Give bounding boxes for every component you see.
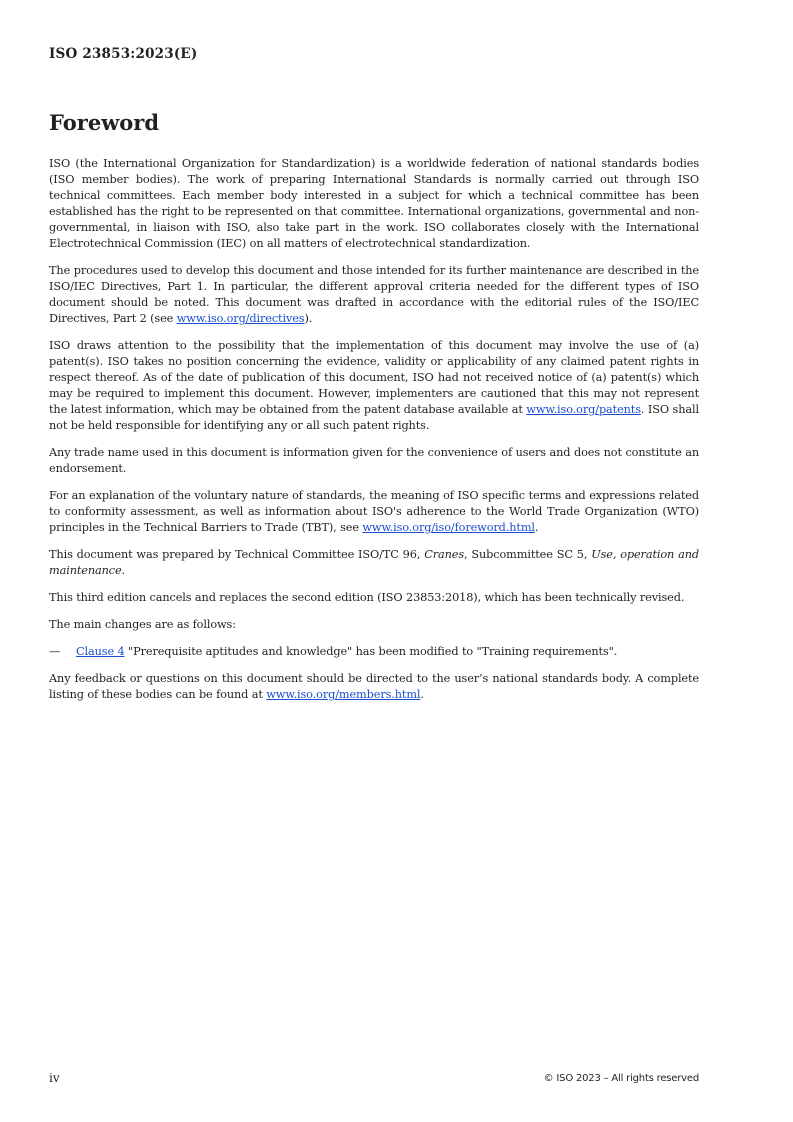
paragraph-text: , Subcommittee SC 5, (464, 548, 592, 561)
directives-link[interactable]: www.iso.org/directives (176, 312, 305, 325)
copyright-notice: © ISO 2023 – All rights reserved (543, 1073, 699, 1084)
paragraph-text: "Prerequisite aptitudes and knowledge" has been modified to "Training requirements". (124, 645, 618, 658)
paragraph-trade-name (49, 445, 699, 477)
paragraph-iso-intro (49, 156, 699, 252)
list-item (49, 644, 699, 660)
paragraph-text: This document was prepared by Technical Committee ISO/TC 96, (49, 548, 425, 561)
paragraph-patents (49, 338, 699, 434)
paragraph-text: . (534, 521, 539, 534)
paragraph-text: For an explanation of the voluntary nature of standards, the meaning of ISO specific terms and expressions related to conformity assessment, as well as information about ISO's adherence to the World Trade Organization (WTO) principles in the Technical Barriers to Trade (TBT), see (49, 489, 699, 534)
paragraph-text: . (121, 564, 126, 577)
document-page (49, 0, 699, 1122)
subcommittee-title: Use, operation and maintenance (49, 548, 699, 577)
clause-4-link[interactable]: Clause 4 (76, 645, 125, 658)
paragraph-text: ISO draws attention to the possibility that the implementation of this document may involve the use of (a) patent(s). ISO takes no position concerning the evidence, validity or applicability of any claimed patent rights in respect thereof. As of the date of publication of this document, ISO had not received notice of (a) patent(s) which may be required to implement this document. However, implementers are cautioned that this may not represent the latest information, which may be obtained from the patent database available at (49, 339, 699, 416)
paragraph-main-changes (49, 617, 699, 633)
paragraph-text: . ISO shall not be held responsible for identifying any or all such patent rights. (49, 403, 699, 432)
page-title: Foreword (49, 110, 160, 135)
page-number: iv (49, 1071, 60, 1085)
paragraph-text: ISO (the International Organization for Standardization) is a worldwide federation of national standards bodies (ISO member bodies). The work of preparing International Standards is normally carried out through ISO technical committees. Each member body interested in a subject for which a technical committee has been established has the right to be represented on that committee. International organizations, governmental and non-governmental, in liaison with ISO, also take part in the work. ISO collaborates closely with the International Electrotechnical Commission (IEC) on all matters of electrotechnical standardization. (49, 157, 699, 250)
committee-title: Cranes (424, 548, 465, 561)
paragraph-voluntary-nature (49, 488, 699, 536)
paragraph-text: The main changes are as follows: (49, 618, 236, 631)
foreword-body (49, 156, 699, 714)
list-dash: — (49, 645, 61, 658)
list-item-text (76, 644, 617, 660)
paragraph-procedures (49, 263, 699, 327)
paragraph-text: . (420, 688, 424, 701)
members-link[interactable]: www.iso.org/members.html (266, 688, 421, 701)
foreword-link[interactable]: www.iso.org/iso/foreword.html (362, 521, 535, 534)
patents-link[interactable]: www.iso.org/patents (526, 403, 641, 416)
paragraph-feedback (49, 671, 699, 703)
paragraph-text: This third edition cancels and replaces the second edition (ISO 23853:2018), which has been technically revised. (49, 591, 685, 604)
paragraph-committee (49, 547, 699, 579)
paragraph-text: Any feedback or questions on this document should be directed to the user’s national standards body. A complete listing of these bodies can be found at (49, 672, 699, 701)
paragraph-text: ). (304, 312, 313, 325)
paragraph-edition (49, 590, 699, 606)
document-identifier: ISO 23853:2023(E) (49, 46, 198, 62)
paragraph-text: The procedures used to develop this document and those intended for its further maintenance are described in the ISO/IEC Directives, Part 1. In particular, the different approval criteria needed for the different types of ISO document should be noted. This document was drafted in accordance with the editorial rules of the ISO/IEC Directives, Part 2 (see (49, 264, 699, 325)
paragraph-text: Any trade name used in this document is information given for the convenience of users and does not constitute an endorsement. (49, 446, 699, 475)
